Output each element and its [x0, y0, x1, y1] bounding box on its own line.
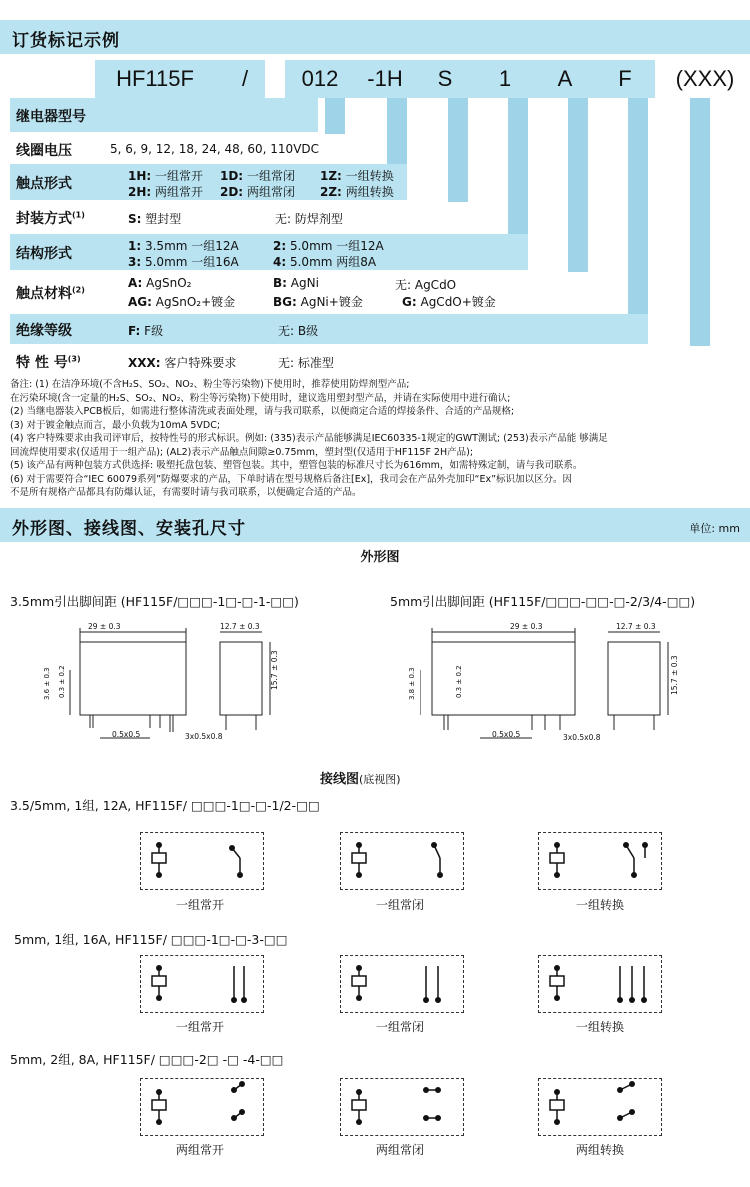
- wiring-diagram-3a: [140, 1078, 264, 1136]
- section-header-drawings: 外形图、接线图、安装孔尺寸 单位: mm: [0, 508, 750, 542]
- dim-gap: 0.3 ± 0.2: [58, 665, 66, 698]
- unit-label: 单位: mm: [689, 522, 740, 535]
- dim-pins: 3x0.5x0.8: [185, 732, 223, 741]
- row-contact-form: 触点形式 1H: 一组常开 1D: 一组常闭 1Z: 一组转换 2H: 两组常开 2D: 两组常闭 2Z: 两组转换: [10, 164, 407, 200]
- wiring-caption: 两组转换: [575, 1143, 624, 1157]
- row-coil: 线圈电压 5, 6, 9, 12, 18, 24, 48, 60, 110VDC: [10, 134, 345, 164]
- code-slash: /: [241, 66, 249, 91]
- wiring-title: 接线图(底视图): [320, 772, 401, 787]
- dim-length-r: 29 ± 0.3: [510, 622, 543, 631]
- code-contact-form: -1H: [367, 66, 403, 91]
- dim-pitch-r: 0.5x0.5: [492, 730, 521, 739]
- dim-gap-r: 0.3 ± 0.2: [455, 665, 463, 698]
- code-structure: 1: [498, 66, 512, 91]
- notes: 备注: (1) 在洁净环境(不含H₂S、SO₂、NO₂、粉尘等污染物)下使用时，推荐使用防焊剂型产品; 在污染环境(含一定量的H₂S、SO₂、NO₂、粉尘等污染物)下使用时，建议选用塑封型产品，并请在实际使用中进行确认; (2) 当继电器装入PCB板后，如需进行整体清洗或表面处理，请与我司联系，以便商定合适的焊接条件、合适的产品规格; (3) 对于镀金触点而言，最小负载为10mA 5VDC; (4) 客户特殊要求由我司评审后，按特性号的形式标识。例如: (335)表示产品能够满足IEC60335-1规定的GWT测试; (253)表示产品能 够满足 回流焊使用要求(仅适用于一组产品); (AL2)表示产品触点间隙≥0.75mm，塑封型(仅适用于HF115F 2H产品); (5) 该产品有两种包装方式供选择: 吸塑托盘包装、塑管包装。其中，塑管包装的标准尺寸长为616mm，如需特殊定制，请与我司联系。 (6) 对于需要符合“IEC 60079系列”防爆要求的产品，下单时请在型号规格后备注[Ex]，我司会在产品外壳加印“Ex”标识加以区分。因 不是所有规格产品都具有防爆认证，有需要时请与我司联系，以便确定合适的产品。: [10, 379, 608, 498]
- code-voltage: 012: [301, 66, 339, 91]
- row-material: 触点材料$^{(2)}$ A: AgSnO₂ B: AgNi 无: AgCdO AG: AgSnO₂+镀金 BG: AgNi+镀金 G: AgCdO+镀金: [10, 272, 588, 312]
- wiring-caption: 一组常开: [175, 1020, 224, 1034]
- wiring-caption: 一组常开: [175, 898, 224, 912]
- wiring-group-2-title: 5mm, 1组, 16A, HF115F/ □□□-1□-□-3-□□: [14, 932, 288, 947]
- code-model: HF115F: [116, 66, 194, 91]
- outline-drawing-left: [40, 620, 340, 745]
- dim-pitch: 0.5x0.5: [112, 730, 141, 739]
- wiring-caption: 一组常闭: [375, 1020, 424, 1034]
- wiring-diagram-3c: [538, 1078, 662, 1136]
- dim-width: 12.7 ± 0.3: [220, 622, 260, 631]
- row-package: 封装方式$^{(1)}$ S: 塑封型 无: 防焊剂型: [10, 202, 468, 232]
- code-package: S: [437, 66, 453, 91]
- dim-height: 15.7 ± 0.3: [270, 650, 279, 690]
- wiring-caption: 一组常闭: [375, 898, 424, 912]
- dim-pin: 3.6 ± 0.3: [43, 667, 51, 700]
- section-title: 订货标记示例: [12, 31, 120, 51]
- section-header-ordering: [0, 20, 750, 54]
- wiring-diagram-2b: [340, 955, 464, 1013]
- wiring-diagram-2a: [140, 955, 264, 1013]
- wiring-diagram-2c: [538, 955, 662, 1013]
- wiring-diagram-1c: [538, 832, 662, 890]
- outline-title: 外形图: [360, 550, 400, 565]
- wiring-caption: 两组常开: [175, 1143, 224, 1157]
- row-model: 继电器型号: [10, 98, 318, 132]
- wiring-diagram-1b: [340, 832, 464, 890]
- code-insulation: F: [618, 66, 632, 91]
- row-structure: 结构形式 1: 3.5mm 一组12A 2: 5.0mm 一组12A 3: 5.0mm 一组16A 4: 5.0mm 两组8A: [10, 234, 528, 270]
- dim-pin-r: 3.8 ± 0.3: [408, 667, 416, 700]
- wiring-diagram-1a: [140, 832, 264, 890]
- wiring-group-3-title: 5mm, 2组, 8A, HF115F/ □□□-2□ -□ -4-□□: [10, 1052, 284, 1067]
- wiring-caption: 一组转换: [575, 1020, 624, 1034]
- row-special: 特 性 号$^{(3)}$ XXX: 客户特殊要求 无: 标准型: [10, 346, 710, 376]
- wiring-caption: 一组转换: [575, 898, 624, 912]
- wiring-group-1-title: 3.5/5mm, 1组, 12A, HF115F/ □□□-1□-□-1/2-□□: [10, 798, 320, 813]
- wiring-diagram-3b: [340, 1078, 464, 1136]
- outline-left-label: 3.5mm引出脚间距 (HF115F/□□□-1□-□-1-□□): [10, 594, 299, 609]
- outline-right-label: 5mm引出脚间距 (HF115F/□□□-□□-□-2/3/4-□□): [390, 594, 696, 609]
- code-material: A: [557, 66, 573, 91]
- dim-pins-r: 3x0.5x0.8: [563, 733, 601, 742]
- code-special: (XXX): [675, 66, 735, 91]
- dim-length: 29 ± 0.3: [88, 622, 121, 631]
- row-insulation: 绝缘等级 F: F级 无: B级: [10, 314, 648, 344]
- dim-height-r: 15.7 ± 0.3: [670, 655, 679, 695]
- dim-width-r: 12.7 ± 0.3: [616, 622, 656, 631]
- wiring-caption: 两组常闭: [375, 1143, 424, 1157]
